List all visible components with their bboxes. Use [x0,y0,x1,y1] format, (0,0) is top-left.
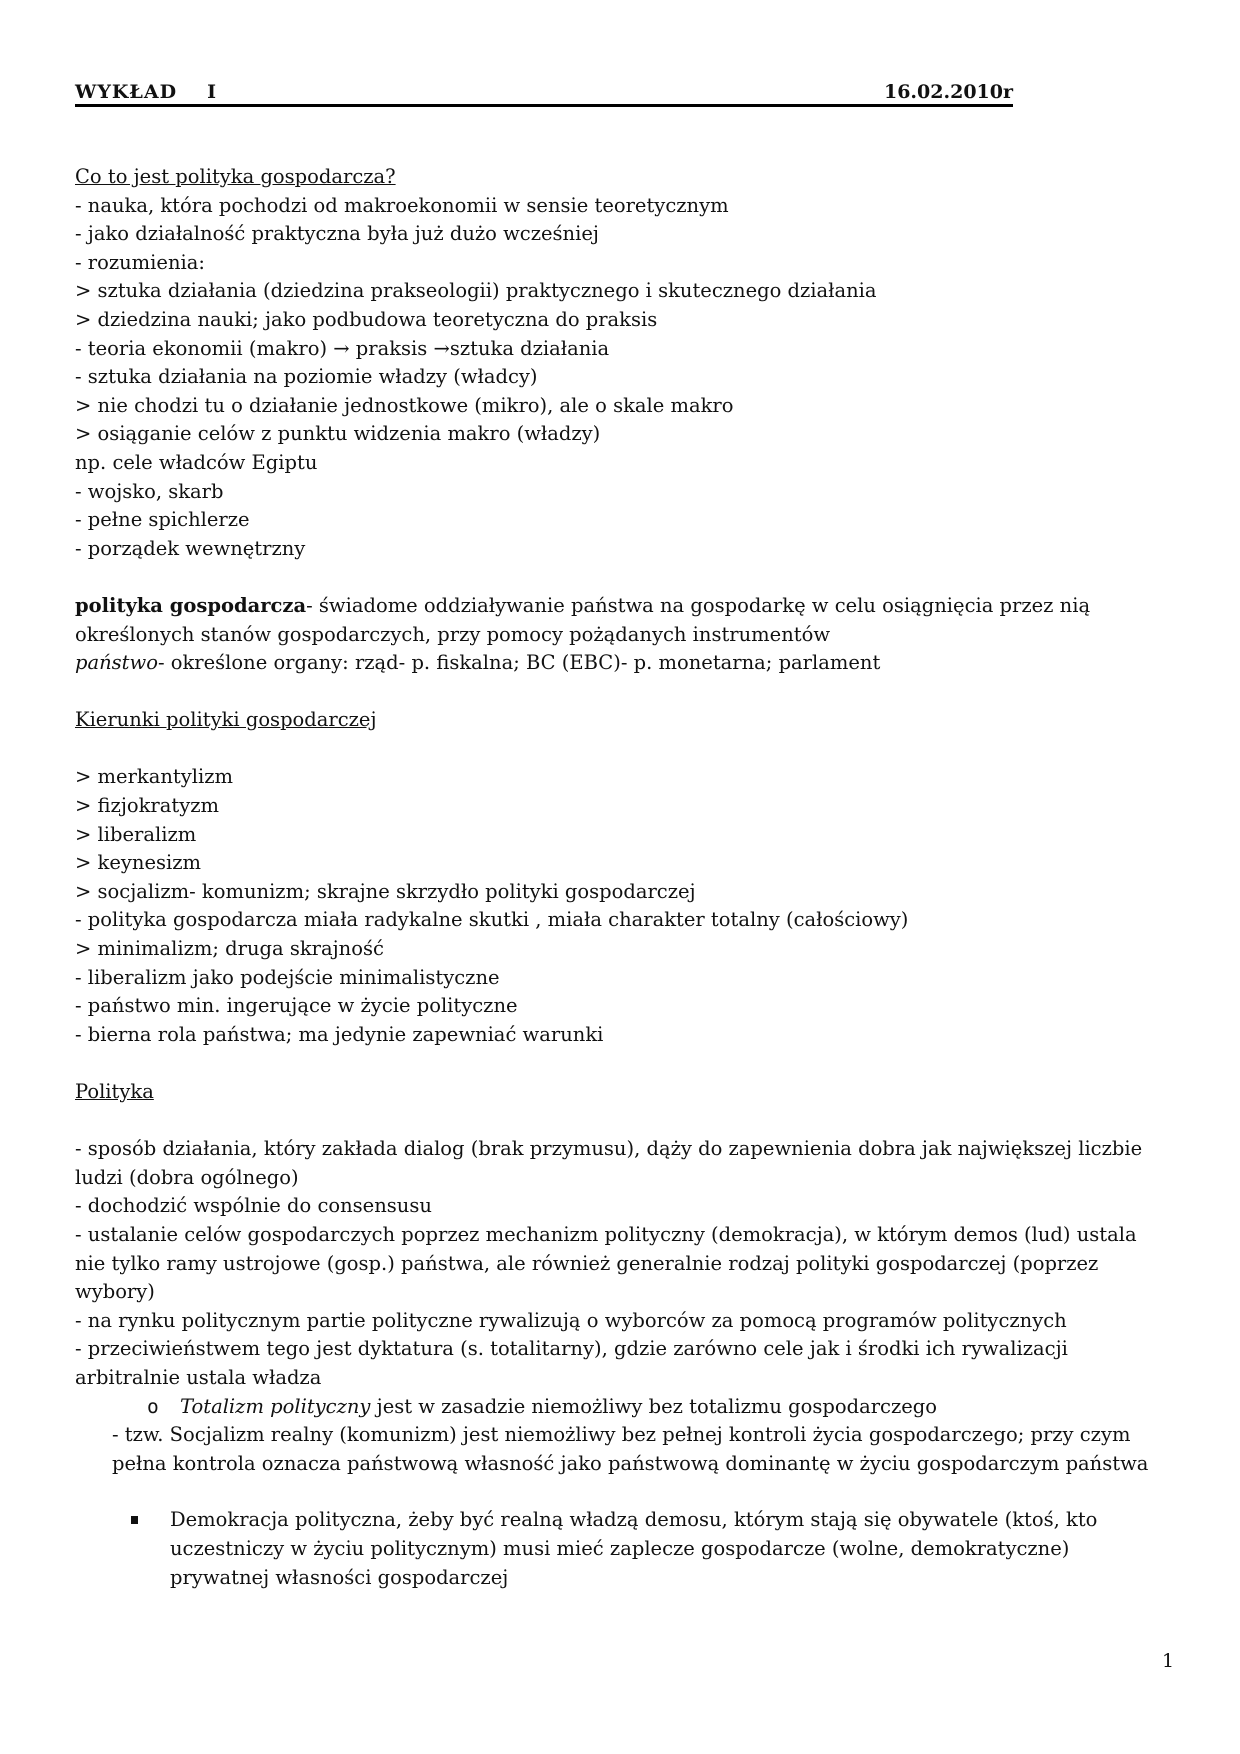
section-heading-what-is-economic-policy: Co to jest polityka gospodarcza? [75,165,396,188]
list-item: - bierna rola państwa; ma jedynie zapewniać warunki [75,1022,604,1046]
definition-text: - świadome oddziaływanie państwa na gospodarkę w celu osiągnięcia przez nią określonych stanów gospodarczych, przy pomocy pożądanych instrumentów [75,593,1091,646]
bullet-text: Demokracja polityczna, żeby być realną władzą demosu, którym stają się obywatele (ktoś, kto uczestniczy w życiu politycznym) musi mieć zaplecze gospodarcze (wolne, demokratyczne) prywatnej własności gospodarczej [170,1508,1098,1589]
list-item: > nie chodzi tu o działanie jednostkowe (mikro), ale o skale makro [75,393,734,417]
paragraph: - na rynku politycznym partie polityczne rywalizują o wyborców za pomocą programów politycznych [75,1308,1067,1332]
sub-item-continuation: - tzw. Socjalizm realny (komunizm) jest niemożliwy bez pełnej kontroli życia gospodarczego; przy czym pełna kontrola oznacza państwową własność jako państwową dominantę w życiu gospodarczym państwa [112,1423,1149,1475]
lecture-header [75,76,1013,107]
paragraph: - przeciwieństwem tego jest dyktatura (s. totalitarny), gdzie zarówno cele jak i środki ich rywalizacji arbitralnie ustala władza [75,1337,1068,1389]
list-item: - liberalizm jako podejście minimalistyczne [75,965,500,989]
list-item: - porządek wewnętrzny [75,536,306,560]
definition-term: polityka gospodarcza [75,593,307,617]
spacer [75,678,1170,707]
list-item: - wojsko, skarb [75,479,224,503]
spacer [75,1107,1170,1136]
sub-item [75,1393,1170,1422]
square-bullet-item [75,1506,1170,1592]
list-item: > minimalizm; druga skrajność [75,937,384,961]
paragraph: - dochodzić wspólnie do consensusu [75,1194,432,1218]
list-item: - nauka, która pochodzi od makroekonomii w sensie teoretycznym [75,193,729,217]
list-item: > sztuka działania (dziedzina prakseologii) praktycznego i skutecznego działania [75,279,877,303]
circle-bullet-icon: o [147,1394,159,1418]
list-item: > fizjokratyzm [75,794,219,818]
list-item: - polityka gospodarcza miała radykalne skutki , miała charakter totalny (całościowy) [75,908,909,932]
document-body [75,163,1170,1592]
list-item: - teoria ekonomii (makro) → praksis →sztuka działania [75,336,610,360]
list-item: - sztuka działania na poziomie władzy (władcy) [75,365,538,389]
page-number: 1 [1162,1650,1175,1672]
definition-text-state: - określone organy: rząd- p. fiskalna; BC (EBC)- p. monetarna; parlament [157,651,881,675]
list-item: > keynesizm [75,851,202,875]
definition-paragraph-state [75,649,1170,678]
list-item: np. cele władców Egiptu [75,450,318,474]
definition-paragraph [75,592,1170,649]
lecture-number: I [207,81,218,103]
spacer [75,563,1170,592]
spacer [75,735,1170,764]
definition-term-state: państwo [75,651,158,675]
list-item: - pełne spichlerze [75,508,250,532]
sub-item-italic-term: Totalizm polityczny [180,1394,371,1418]
list-item: > dziedzina nauki; jako podbudowa teoretyczna do praksis [75,307,658,331]
list-item: > osiąganie celów z punktu widzenia makro (władzy) [75,422,601,446]
list-item: - rozumienia: [75,250,205,274]
lecture-title: WYKŁAD I [75,81,218,103]
sub-item-text: Totalizm polityczny jest w zasadzie niemożliwy bez totalizmu gospodarczego [180,1394,938,1418]
section-heading-politics: Polityka [75,1080,154,1103]
lecture-date: 16.02.2010r [883,81,1013,103]
list-item: > liberalizm [75,822,197,846]
list-item: > merkantylizm [75,765,233,789]
square-bullet-icon [131,1516,138,1524]
spacer [75,1049,1170,1078]
paragraph: - sposób działania, który zakłada dialog (brak przymusu), dąży do zapewnienia dobra jak największej liczbie ludzi (dobra ogólnego) [75,1137,1143,1189]
list-item: - jako działalność praktyczna była już dużo wcześniej [75,222,599,246]
list-item: - państwo min. ingerujące w życie polityczne [75,994,518,1018]
list-item: > socjalizm- komunizm; skrajne skrzydło polityki gospodarczej [75,879,696,903]
section-heading-directions: Kierunki polityki gospodarczej [75,708,377,732]
paragraph: - ustalanie celów gospodarczych poprzez mechanizm polityczny (demokracja), w którym demos (lud) ustala nie tylko ramy ustrojowe (gosp.) państwa, ale również generalnie rodzaj polityki gospodarczej (poprzez wybory) [75,1222,1137,1304]
